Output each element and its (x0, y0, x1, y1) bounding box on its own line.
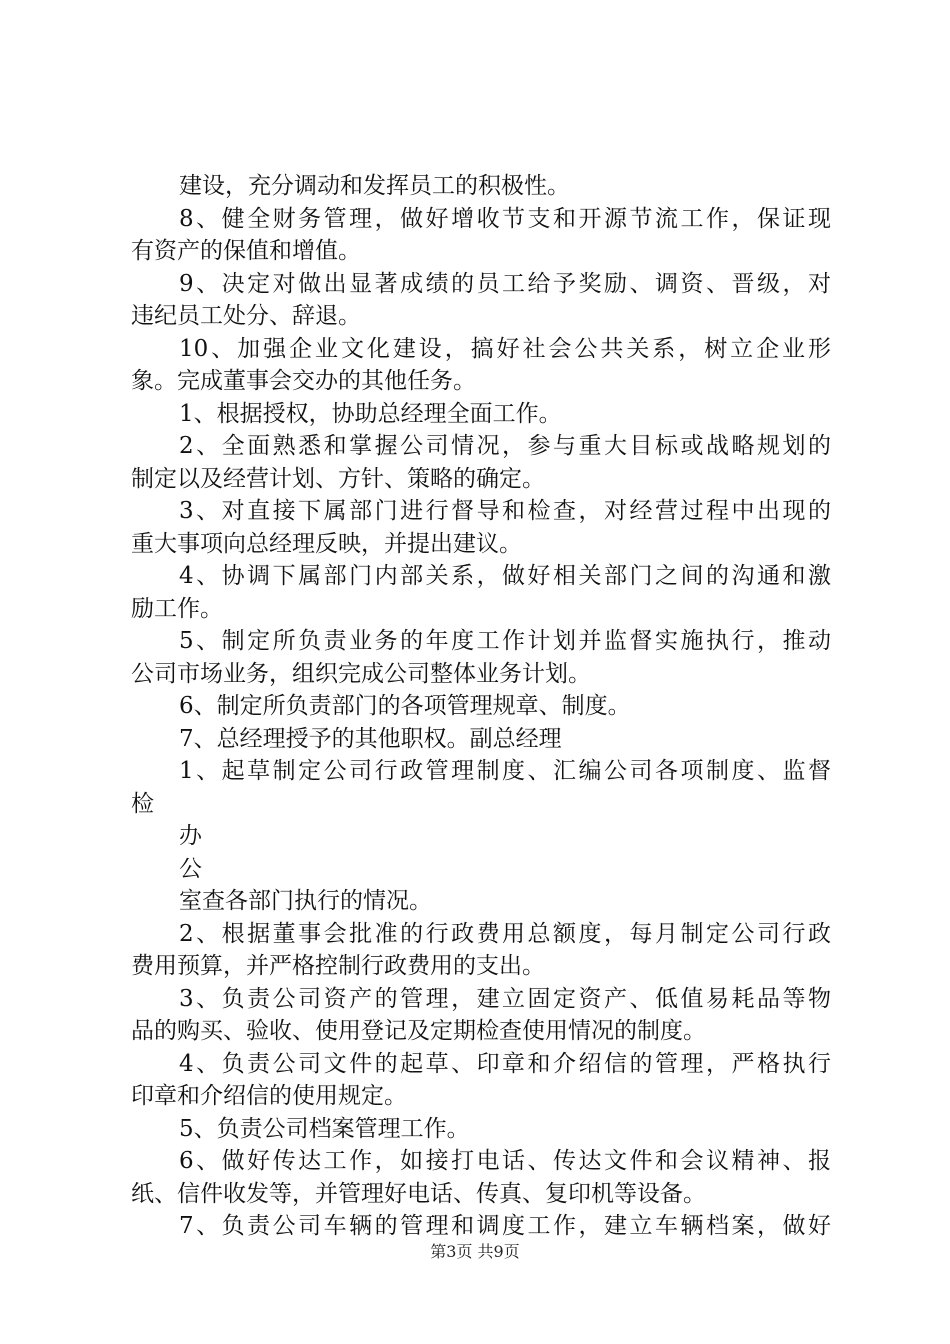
text-line: 品的购买、验收、使用登记及定期检查使用情况的制度。 (131, 1018, 706, 1044)
text-line: 5、制定所负责业务的年度工作计划并监督实施执行，推动 (179, 628, 831, 654)
text-line: 6、制定所负责部门的各项管理规章、制度。 (179, 693, 631, 719)
text-line: 3、对直接下属部门进行督导和检查，对经营过程中出现的 (179, 498, 831, 524)
text-line: 重大事项向总经理反映，并提出建议。 (131, 530, 522, 557)
text-line: 违纪员工处分、辞退。 (131, 303, 361, 329)
text-line: 9、决定对做出显著成绩的员工给予奖励、调资、晋级，对 (179, 270, 831, 297)
text-line: 办 (179, 823, 202, 849)
text-line: 励工作。 (131, 595, 223, 622)
text-line: 5、负责公司档案管理工作。 (179, 1115, 470, 1142)
text-line: 2、全面熟悉和掌握公司情况，参与重大目标或战略规划的 (179, 433, 831, 459)
page-footer: 第3页 共9页 (430, 1242, 520, 1261)
text-line: 象。完成董事会交办的其他任务。 (131, 368, 476, 394)
text-line: 建设，充分调动和发挥员工的积极性。 (179, 173, 570, 199)
document-body (131, 170, 831, 1243)
text-line: 3、负责公司资产的管理，建立固定资产、低值易耗品等物 (179, 985, 831, 1012)
text-line: 2、根据董事会批准的行政费用总额度，每月制定公司行政 (179, 920, 831, 947)
text-line: 公司市场业务，组织完成公司整体业务计划。 (131, 660, 591, 687)
text-line: 7、负责公司车辆的管理和调度工作，建立车辆档案，做好 (179, 1213, 831, 1239)
text-line: 1、起草制定公司行政管理制度、汇编公司各项制度、监督 (179, 758, 831, 784)
text-line: 纸、信件收发等，并管理好电话、传真、复印机等设备。 (131, 1180, 706, 1207)
text-line: 6、做好传达工作，如接打电话、传达文件和会议精神、报 (179, 1148, 831, 1174)
text-line: 制定以及经营计划、方针、策略的确定。 (131, 465, 545, 492)
text-line: 10、加强企业文化建设，搞好社会公共关系，树立企业形 (179, 335, 831, 362)
text-line: 4、协调下属部门内部关系，做好相关部门之间的沟通和激 (179, 563, 831, 589)
text-line: 公 (179, 855, 202, 882)
text-line: 4、负责公司文件的起草、印章和介绍信的管理，严格执行 (179, 1050, 831, 1077)
text-line: 费用预算，并严格控制行政费用的支出。 (131, 953, 545, 979)
text-line: 检 (131, 790, 154, 817)
text-line: 印章和介绍信的使用规定。 (131, 1083, 407, 1109)
text-line: 8、健全财务管理，做好增收节支和开源节流工作，保证现 (179, 205, 831, 232)
text-line: 7、总经理授予的其他职权。副总经理 (179, 725, 562, 752)
text-line: 1、根据授权，协助总经理全面工作。 (179, 400, 562, 427)
text-line: 室查各部门执行的情况。 (179, 888, 432, 914)
text-line: 有资产的保值和增值。 (131, 238, 361, 264)
